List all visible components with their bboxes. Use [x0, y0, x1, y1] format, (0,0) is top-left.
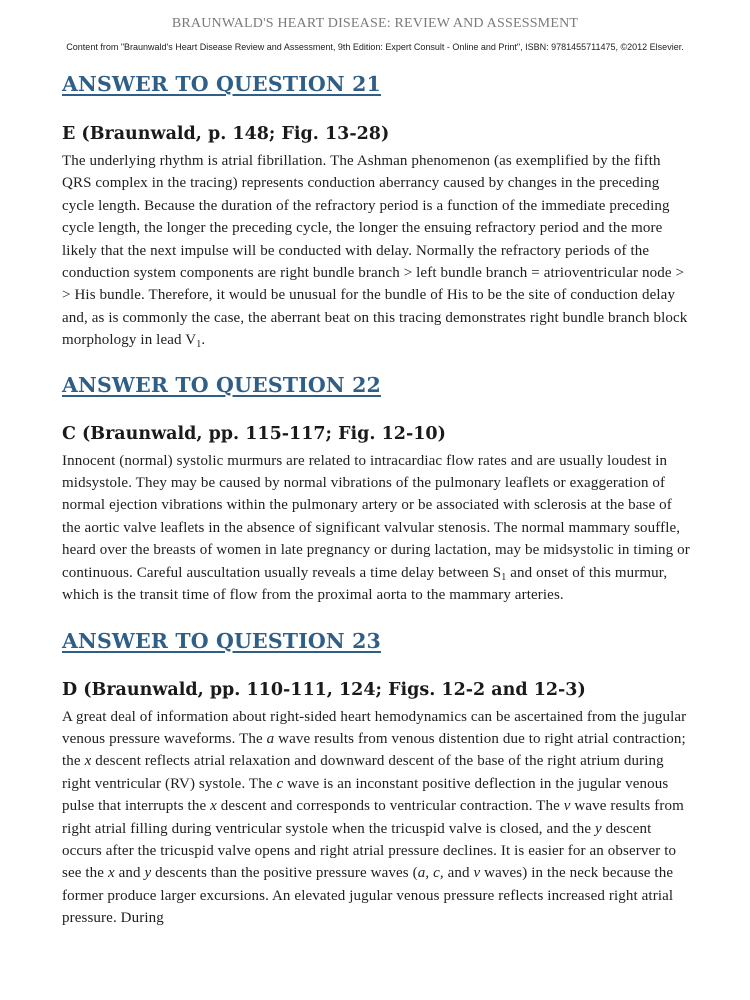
answer-heading[interactable]: ANSWER TO QUESTION 22	[62, 372, 381, 397]
answer-23	[62, 625, 692, 930]
answer-explanation: The underlying rhythm is atrial fibrillation. The Ashman phenomenon (as exemplified by the fifth QRS complex in the tracing) represents conduction aberrancy caused by changes in the preceding cycle length. Because the duration of the refractory period is a function of the immediate preceding cycle length, the longer the preceding cycle, the longer the ensuing refractory period and the more likely that the next impulse will be conducted with delay. Normally the refractory periods of the conduction system components are right bundle branch > left bundle branch = atrioventricular node > > His bundle. Therefore, it would be unusual for the bundle of His to be the site of conduction delay and, as is commonly the case, the aberrant beat on this tracing demonstrates right bundle branch block morphology in lead $V_1$.	[62, 153, 688, 351]
copyright-notice: Content from "Braunwald's Heart Disease Review and Assessment, 9th Edition: Expert Consult - Online and Print", ISBN: 9781455711475, ©2012 Elsevier.	[66, 42, 684, 52]
answer-21	[62, 68, 692, 352]
page-content	[62, 68, 692, 930]
answer-choice: E (Braunwald, p. 148; Fig. 13-28)	[62, 124, 390, 144]
answer-explanation: Innocent (normal) systolic murmurs are related to intracardiac flow rates and are usually loudest in midsystole. They may be caused by normal vibrations of the pulmonary leaflets or exaggeration of normal ejection vibrations within the pulmonary artery or be associated with sclerosis at the base of the aortic valve leaflets in the absence of significant valvular stenosis. The normal mammary souffle, heard over the breasts of women in late pregnancy or during lactation, may be midsystolic in timing or continuous. Careful auscultation usually reveals a time delay between $S_1$ and onset of this murmur, which is the transit time of flow from the proximal aorta to the mammary arteries.	[62, 452, 690, 604]
answer-explanation: A great deal of information about right-sided heart hemodynamics can be ascertained from the jugular venous pressure waveforms. The a wave results from venous distention due to right atrial contraction; the x descent reflects atrial relaxation and downward descent of the base of the right atrium during right ventricular (RV) systole. The c wave is an inconstant positive deflection in the jugular venous pulse that interrupts the x descent and corresponds to ventricular contraction. The v wave results from right atrial filling during ventricular systole when the tricuspid valve is closed, and the y descent occurs after the tricuspid valve opens and right atrial pressure declines. It is easier for an observer to see the x and y descents than the positive pressure waves (a, c, and v waves) in the neck because the former produce larger excursions. An elevated jugular venous pressure reflects increased right atrial pressure. During	[62, 708, 687, 927]
running-head: BRAUNWALD'S HEART DISEASE: REVIEW AND ASSESSMENT	[171, 16, 579, 31]
answer-choice: D (Braunwald, pp. 110-111, 124; Figs. 12-2 and 12-3)	[62, 679, 586, 700]
answer-choice: C (Braunwald, pp. 115-117; Fig. 12-10)	[62, 423, 446, 444]
answer-22	[62, 369, 692, 607]
answer-heading[interactable]: ANSWER TO QUESTION 23	[62, 628, 381, 653]
answer-heading[interactable]: ANSWER TO QUESTION 21	[62, 72, 381, 96]
